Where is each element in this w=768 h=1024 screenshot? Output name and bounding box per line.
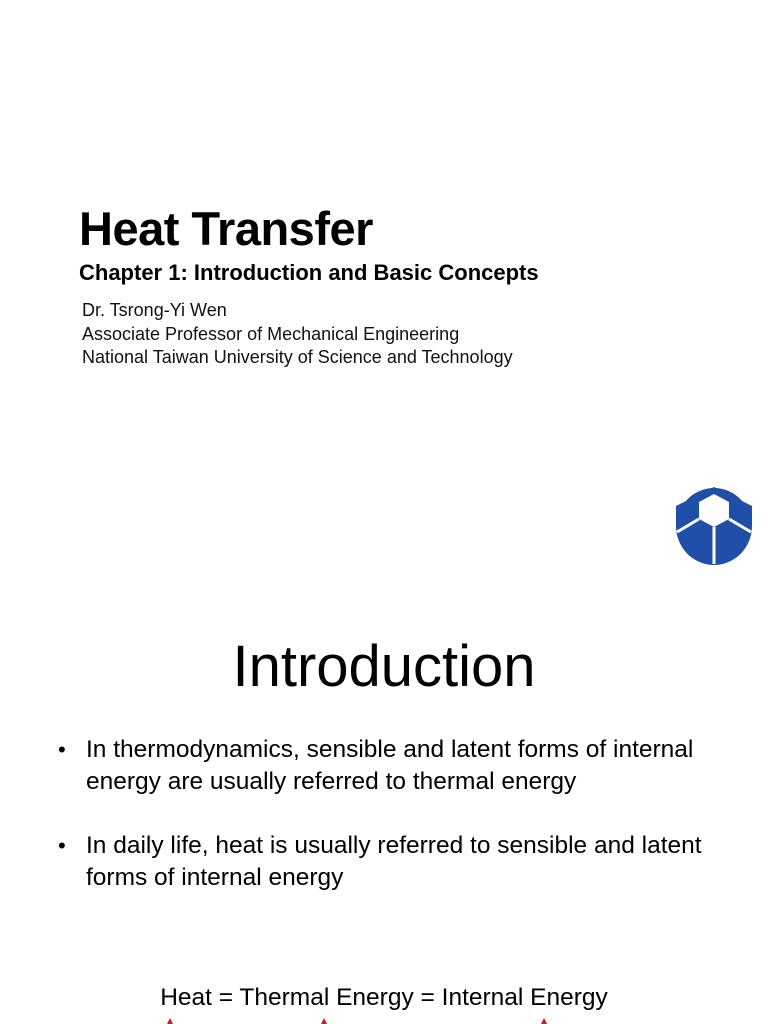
author-name: Dr. Tsrong-Yi Wen (82, 300, 227, 320)
slide-heading: Introduction (232, 634, 536, 699)
heat-equation: Heat = Thermal Energy = Internal Energy (160, 984, 608, 1011)
bullet-text: In thermodynamics, sensible and latent forms of internal energy are usually referred to thermal energy (86, 736, 694, 795)
arrow-up-icon (540, 1018, 548, 1024)
arrow-up-icon (166, 1018, 174, 1024)
bullet-dot-icon: • (58, 737, 66, 762)
author-affiliation: National Taiwan University of Science and Technology (82, 347, 513, 367)
author-position: Associate Professor of Mechanical Engineering (82, 323, 460, 344)
introduction-slide (0, 590, 768, 1024)
author-info (82, 299, 513, 370)
bullet-dot-icon: • (58, 833, 66, 858)
bullet-list (58, 734, 718, 926)
bullet-text: In daily life, heat is usually referred to sensible and latent forms of internal energy (86, 832, 702, 891)
university-logo-icon (675, 486, 753, 566)
bullet-daily-life (58, 830, 718, 894)
bullet-thermodynamics (58, 734, 718, 798)
arrow-up-icon (320, 1018, 328, 1024)
chapter-subtitle: Chapter 1: Introduction and Basic Concepts (79, 260, 539, 285)
presentation-title: Heat Transfer (79, 202, 373, 255)
